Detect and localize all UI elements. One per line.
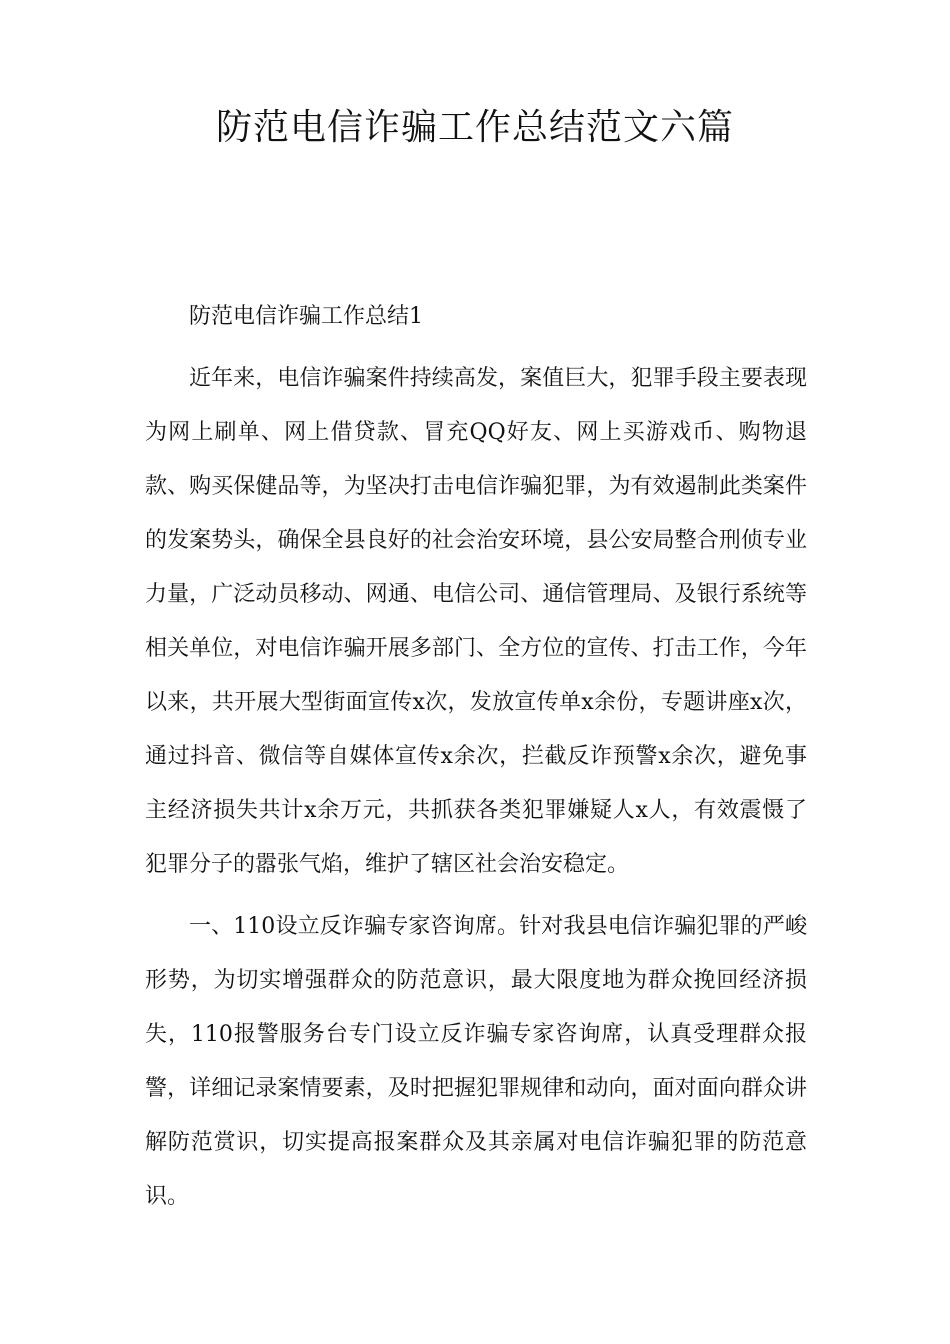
- document-title: 防范电信诈骗工作总结范文六篇: [215, 107, 734, 148]
- paragraph-110-hotline: 一、110设立反诈骗专家咨询席。针对我县电信诈骗犯罪的严峻形势，为切实增强群众的防范意识，最大限度地为群众挽回经济损失，110报警服务台专门设立反诈骗专家咨询席，认真受理群众报警，详细记录案情要素，及时把握犯罪规律和动向，面对面向群众讲解防范赏识，切实提高报案群众及其亲属对电信诈骗犯罪的防范意识。: [145, 914, 807, 1209]
- section-heading: 防范电信诈骗工作总结1: [189, 304, 423, 329]
- paragraph-intro: 近年来，电信诈骗案件持续高发，案值巨大，犯罪手段主要表现为网上刷单、网上借贷款、冒充QQ好友、网上买游戏币、购物退款、购买保健品等，为坚决打击电信诈骗犯罪，为有效遏制此类案件的发案势头，确保全县良好的社会治安环境，县公安局整合刑侦专业力量，广泛动员移动、网通、电信公司、通信管理局、及银行系统等相关单位，对电信诈骗开展多部门、全方位的宣传、打击工作，今年以来，共开展大型街面宣传x次，发放宣传单x余份，专题讲座x次，通过抖音、微信等自媒体宣传x余次，拦截反诈预警x余次，避免事主经济损失共计x余万元，共抓获各类犯罪嫌疑人x人，有效震慑了犯罪分子的嚣张气焰，维护了辖区社会治安稳定。: [145, 366, 807, 877]
- document-body: [145, 290, 807, 1232]
